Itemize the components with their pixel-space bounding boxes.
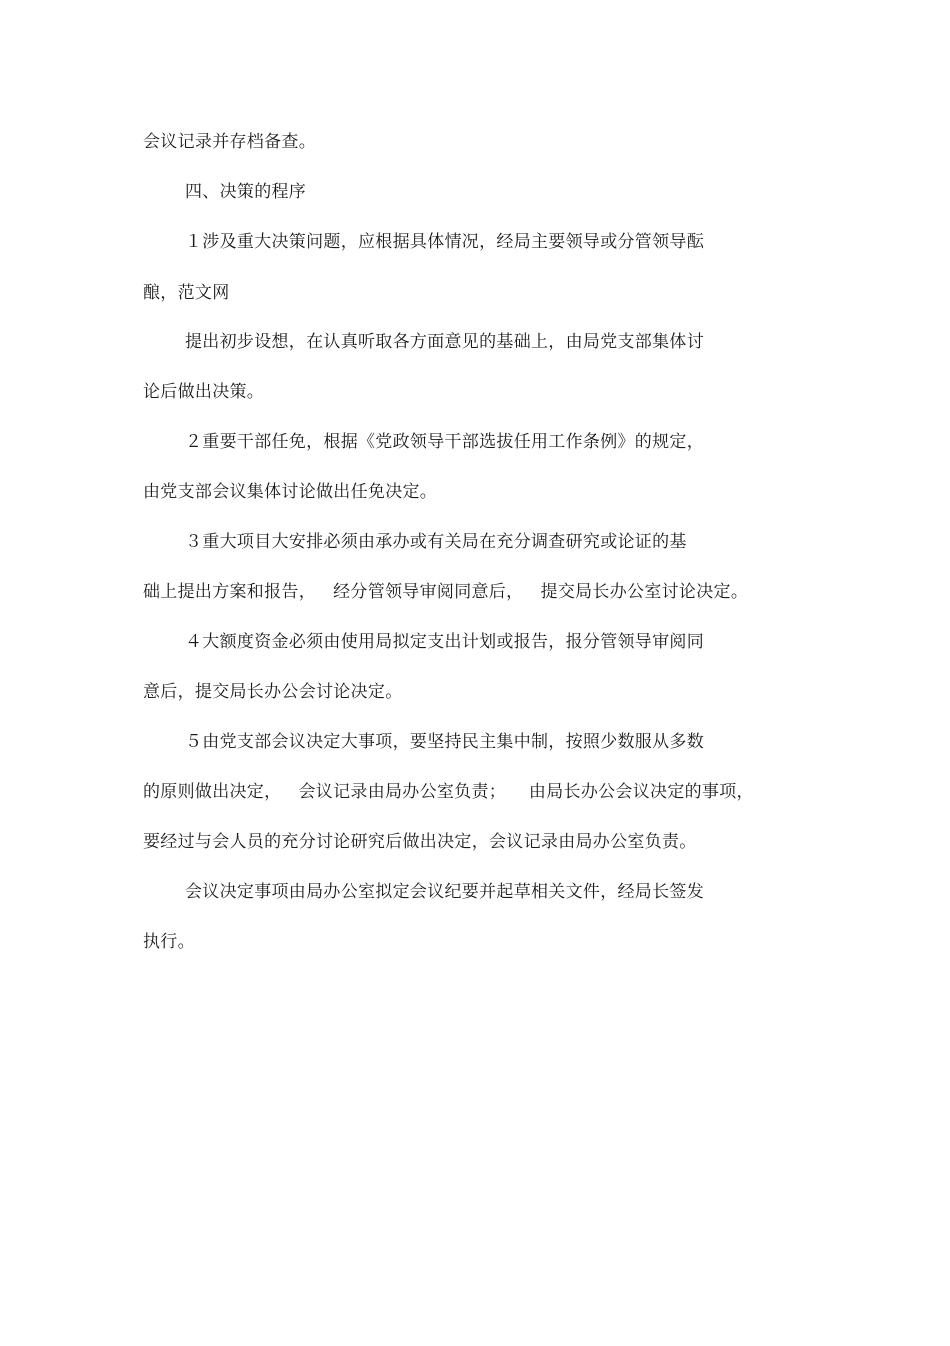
paragraph-line: 会议记录并存档备查。 [143,132,316,152]
paragraph-line: 要经过与会人员的充分讨论研究后做出决定，会议记录由局办公室负责。 [143,832,697,852]
paragraph-line: 础上提出方案和报告， 经分管领导审阅同意后， 提交局长办公室讨论决定。 [143,582,749,602]
paragraph-line: 执行。 [143,932,195,952]
paragraph-line: ３重大项目大安排必须由承办或有关局在充分调查研究或论证的基 [185,532,687,552]
paragraph-line: 论后做出决策。 [143,382,265,402]
paragraph-line: ４大额度资金必须由使用局拟定支出计划或报告，报分管领导审阅同 [185,632,704,652]
section-heading: 四、决策的程序 [185,182,307,202]
paragraph-line: ２重要干部任免，根据《党政领导干部选拔任用工作条例》的规定， [185,432,704,452]
paragraph-line: 的原则做出决定， 会议记录由局办公室负责； 由局长办公会议决定的事项， [143,782,754,802]
paragraph-line: 意后，提交局长办公会讨论决定。 [143,682,403,702]
paragraph-line: １涉及重大决策问题，应根据具体情况，经局主要领导或分管领导酝 [185,232,704,252]
paragraph-line: ５由党支部会议决定大事项，要坚持民主集中制，按照少数服从多数 [185,732,704,752]
paragraph-line: 提出初步设想，在认真听取各方面意见的基础上，由局党支部集体讨 [185,332,704,352]
paragraph-line: 会议决定事项由局办公室拟定会议纪要并起草相关文件，经局长签发 [185,882,704,902]
paragraph-line: 由党支部会议集体讨论做出任免决定。 [143,482,438,502]
paragraph-line: 酿，范文网 [143,283,230,303]
